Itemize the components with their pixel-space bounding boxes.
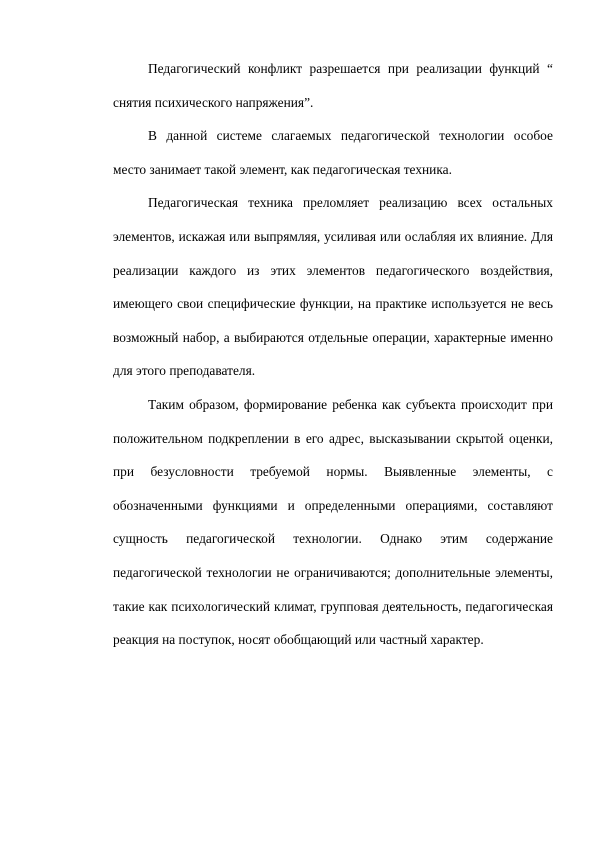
paragraph-child-formation: Таким образом, формирование ребенка как субъекта происходит при положительном подкреплении в его адрес, высказывании скрытой оценки, при безусловности требуемой нормы. Выявленные элементы, с обозначенными функциями и определенными операциями, составляют сущность педагогической технологии. Однако этим содержание педагогической технологии не ограничиваются; дополнительные элементы, такие как психологический климат, групповая деятельность, педагогическая реакция на поступок, носят обобщающий или частный характер.: [113, 396, 553, 648]
paragraph-conflict-resolution: Педагогический конфликт разрешается при реализации функций “ снятия психического напряжения”.: [113, 61, 553, 110]
paragraph-pedagogical-technique-element: В данной системе слагаемых педагогической технологии особое место занимает такой элемент, как педагогическая техника.: [113, 128, 553, 177]
paragraph-technique-refracts: Педагогическая техника преломляет реализацию всех остальных элементов, искажая или выпрямляя, усиливая или ослабляя их влияние. Для реализации каждого из этих элементов педагогического воздействия, имеющего свои специфические функции, на практике используется не весь возможный набор, а выбираются отдельные операции, характерные именно для этого преподавателя.: [113, 195, 553, 379]
body-text: [113, 52, 553, 657]
